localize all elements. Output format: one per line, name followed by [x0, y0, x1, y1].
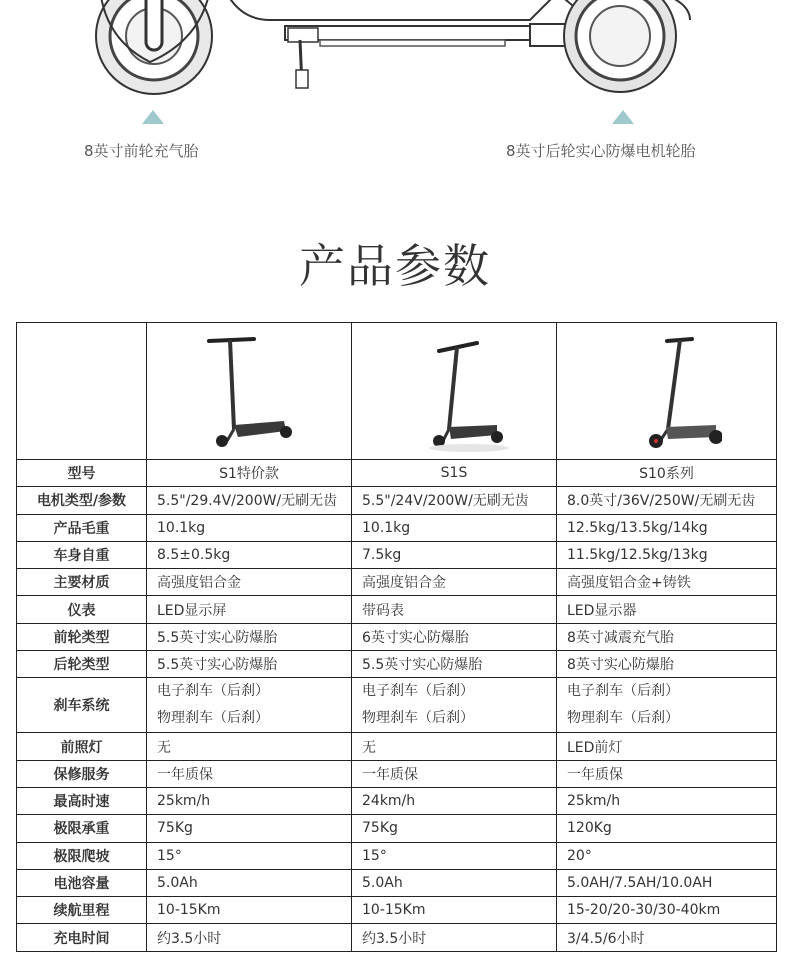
spec-value-cell [147, 678, 352, 733]
spec-value-cell: 75Kg [352, 815, 557, 842]
table-row [17, 487, 777, 514]
row-label: 仪表 [17, 596, 147, 623]
spec-value-cell: 25km/h [147, 787, 352, 814]
spec-value-cell: 5.5英寸实心防爆胎 [147, 651, 352, 678]
spec-value-cell: 8英寸实心防爆胎 [557, 651, 777, 678]
spec-value-cell: 10-15Km [352, 897, 557, 924]
table-row [17, 787, 777, 814]
corner-cell [17, 323, 147, 460]
spec-value-cell: 无 [147, 733, 352, 760]
model-name-cell: S1S [352, 460, 557, 487]
model-name-cell: S10系列 [557, 460, 777, 487]
spec-value-cell: 10.1kg [147, 514, 352, 541]
spec-value-cell: LED前灯 [557, 733, 777, 760]
table-row [17, 541, 777, 568]
table-row [17, 623, 777, 650]
table-row [17, 651, 777, 678]
spec-value-cell: 约3.5小时 [147, 924, 352, 951]
row-label: 续航里程 [17, 897, 147, 924]
spec-value-cell: 约3.5小时 [352, 924, 557, 951]
model-name-cell: S1特价款 [147, 460, 352, 487]
spec-value-cell: 3/4.5/6小时 [557, 924, 777, 951]
spec-value-line: 电子刹车（后刹） [567, 683, 679, 700]
spec-value-cell: 8.5±0.5kg [147, 541, 352, 568]
table-row [17, 924, 777, 951]
scooter-hero-image [0, 0, 790, 110]
row-label: 产品毛重 [17, 514, 147, 541]
spec-value-cell: 5.5英寸实心防爆胎 [352, 651, 557, 678]
spec-value-cell: 10.1kg [352, 514, 557, 541]
spec-value-cell: 6英寸实心防爆胎 [352, 623, 557, 650]
spec-value-cell: 5.0AH/7.5AH/10.0AH [557, 869, 777, 896]
spec-value-cell: 25km/h [557, 787, 777, 814]
spec-value-cell: 12.5kg/13.5kg/14kg [557, 514, 777, 541]
table-row [17, 842, 777, 869]
spec-value-cell: 5.5英寸实心防爆胎 [147, 623, 352, 650]
product-image-s1s [352, 323, 557, 460]
spec-value-cell: 5.0Ah [352, 869, 557, 896]
spec-value-cell: 8英寸减震充气胎 [557, 623, 777, 650]
spec-value-cell: 一年质保 [352, 760, 557, 787]
table-row [17, 815, 777, 842]
row-label: 极限爬坡 [17, 842, 147, 869]
spec-value-cell: 10-15Km [147, 897, 352, 924]
spec-value-cell: 120Kg [557, 815, 777, 842]
spec-value-cell: 75Kg [147, 815, 352, 842]
table-row [17, 460, 777, 487]
product-image-s10 [557, 323, 777, 460]
table-row [17, 514, 777, 541]
row-label: 最高时速 [17, 787, 147, 814]
front-wheel-label: 8英寸前轮充气胎 [84, 142, 199, 160]
spec-table [16, 322, 777, 952]
table-row [17, 569, 777, 596]
row-label: 电机类型/参数 [17, 487, 147, 514]
spec-value-cell: 7.5kg [352, 541, 557, 568]
spec-value-cell: 无 [352, 733, 557, 760]
spec-value-cell: 20° [557, 842, 777, 869]
spec-value-cell: 5.5"/29.4V/200W/无刷无齿 [147, 487, 352, 514]
row-label: 保修服务 [17, 760, 147, 787]
section-title: 产品参数 [299, 239, 491, 293]
table-row [17, 678, 777, 733]
row-label: 型号 [17, 460, 147, 487]
table-row [17, 596, 777, 623]
table-row [17, 760, 777, 787]
table-row [17, 869, 777, 896]
spec-value-cell: 15° [352, 842, 557, 869]
table-row [17, 897, 777, 924]
spec-value-cell: 高强度铝合金+铸铁 [557, 569, 777, 596]
row-label: 前轮类型 [17, 623, 147, 650]
spec-value-cell: 8.0英寸/36V/250W/无刷无齿 [557, 487, 777, 514]
spec-value-cell: 11.5kg/12.5kg/13kg [557, 541, 777, 568]
spec-value-cell [352, 678, 557, 733]
front-wheel-pointer-icon [142, 110, 164, 124]
row-label: 前照灯 [17, 733, 147, 760]
spec-value-cell: 高强度铝合金 [147, 569, 352, 596]
row-label: 主要材质 [17, 569, 147, 596]
spec-value-cell: 15-20/20-30/30-40km [557, 897, 777, 924]
spec-value-cell: 15° [147, 842, 352, 869]
spec-value-cell: 一年质保 [147, 760, 352, 787]
spec-value-cell: LED显示屏 [147, 596, 352, 623]
spec-value-line: 物理刹车（后刹） [567, 710, 679, 727]
spec-value-cell: 一年质保 [557, 760, 777, 787]
row-label: 电池容量 [17, 869, 147, 896]
table-row [17, 733, 777, 760]
spec-value-cell: 带码表 [352, 596, 557, 623]
row-label: 后轮类型 [17, 651, 147, 678]
spec-value-cell: 5.0Ah [147, 869, 352, 896]
spec-value-cell: 5.5"/24V/200W/无刷无齿 [352, 487, 557, 514]
row-label: 极限承重 [17, 815, 147, 842]
spec-value-cell: 24km/h [352, 787, 557, 814]
row-label: 充电时间 [17, 924, 147, 951]
product-image-s1 [147, 323, 352, 460]
spec-value-cell: 高强度铝合金 [352, 569, 557, 596]
product-image-row [17, 323, 777, 460]
row-label: 刹车系统 [17, 678, 147, 733]
spec-value-line: 物理刹车（后刹） [157, 710, 269, 727]
rear-wheel-pointer-icon [612, 110, 634, 124]
spec-value-cell [557, 678, 777, 733]
spec-value-line: 电子刹车（后刹） [362, 683, 474, 700]
row-label: 车身自重 [17, 541, 147, 568]
rear-wheel-label: 8英寸后轮实心防爆电机轮胎 [506, 142, 696, 160]
spec-value-line: 电子刹车（后刹） [157, 683, 269, 700]
spec-value-cell: LED显示器 [557, 596, 777, 623]
spec-value-line: 物理刹车（后刹） [362, 710, 474, 727]
